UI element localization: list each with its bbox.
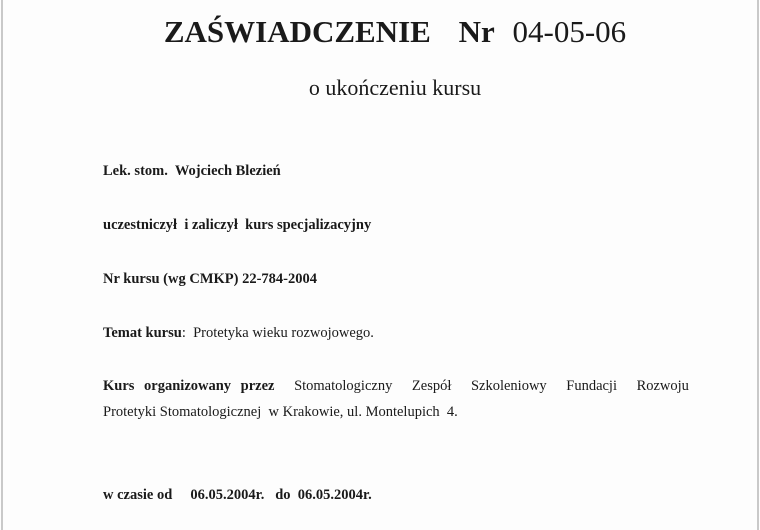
organizer-line-2: Protetyki Stomatologicznej w Krakowie, ul. Montelupich 4.	[103, 404, 458, 420]
organizer-word: Rozwoju	[636, 378, 689, 394]
nr-label: Nr	[458, 14, 495, 49]
course-number: Nr kursu (wg CMKP) 22-784-2004	[103, 271, 317, 287]
course-topic	[103, 325, 374, 342]
certificate-title	[0, 14, 760, 50]
recipient-name: Lek. stom. Wojciech Blezień	[103, 163, 281, 179]
topic-label: Temat kursu	[103, 325, 182, 341]
title-word: ZAŚWIADCZENIE	[163, 14, 431, 49]
organizer-word: Szkoleniowy	[470, 378, 547, 394]
topic-value: : Protetyka wieku rozwojowego.	[181, 325, 374, 341]
course-dates: w czasie od 06.05.2004r. do 06.05.2004r.	[103, 487, 372, 503]
organizer-label: Kurs organizowany przez	[103, 378, 275, 394]
certificate-number: 04-05-06	[512, 14, 627, 49]
organizer-word: Zespół	[411, 378, 452, 394]
completed-statement: uczestniczył i zaliczył kurs specjalizacyjny	[103, 217, 372, 233]
certificate-subtitle: o ukończeniu kursu	[308, 75, 482, 100]
organizer-line-1	[103, 378, 689, 395]
organizer-word: Stomatologiczny	[294, 378, 393, 394]
organizer-word: Fundacji	[566, 378, 617, 394]
